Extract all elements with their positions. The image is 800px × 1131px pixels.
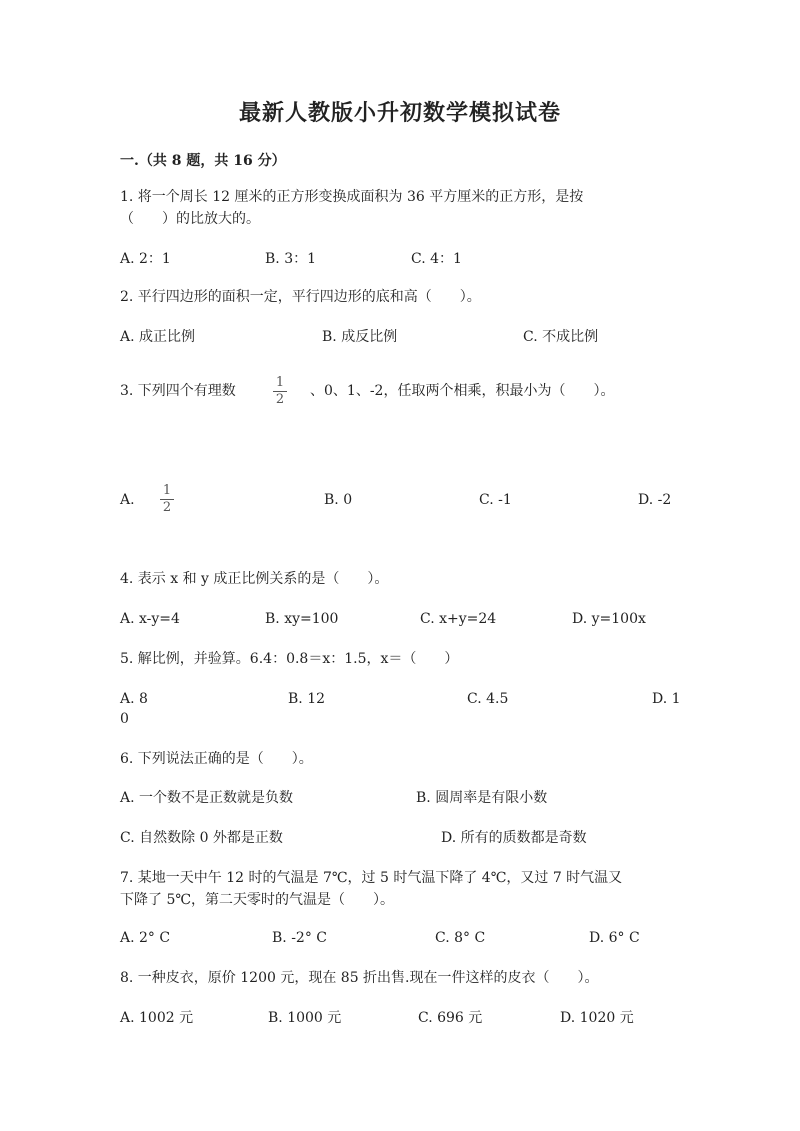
question-3-fraction-denominator: 2	[275, 392, 285, 407]
option-a-denominator: 2	[162, 500, 172, 515]
question-7-option-a[interactable]: A. 2° C	[120, 930, 171, 946]
question-5-option-a[interactable]: A. 8	[120, 691, 148, 707]
question-3-option-a-label[interactable]: A.	[120, 492, 135, 508]
question-7-option-b[interactable]: B. -2° C	[272, 930, 327, 946]
question-8-option-d[interactable]: D. 1020 元	[560, 1010, 634, 1026]
section-heading: 一.（共 8 题，共 16 分）	[120, 153, 286, 169]
question-7-line-2: 下降了 5℃，第二天零时的气温是（ ）。	[120, 892, 395, 908]
question-7	[120, 867, 622, 911]
question-3-suffix: 、0、1、-2，任取两个相乘，积最小为（ ）。	[310, 383, 615, 399]
question-4-option-c[interactable]: C. x+y=24	[420, 611, 497, 627]
question-8-option-c[interactable]: C. 696 元	[418, 1010, 483, 1026]
question-4-option-d[interactable]: D. y=100x	[572, 611, 646, 627]
question-5: 5. 解比例，并验算。6.4：0.8＝x：1.5，x＝（ ）	[120, 651, 459, 667]
question-1-line-1: 1. 将一个周长 12 厘米的正方形变换成面积为 36 平方厘米的正方形，是按	[120, 189, 584, 205]
question-1-line-2: （ ）的比放大的。	[120, 211, 260, 227]
question-5-option-c[interactable]: C. 4.5	[467, 691, 509, 707]
question-5-option-b[interactable]: B. 12	[288, 691, 326, 707]
question-8-option-a[interactable]: A. 1002 元	[120, 1010, 194, 1026]
question-1-option-b[interactable]: B. 3：1	[265, 251, 317, 267]
question-6-option-b[interactable]: B. 圆周率是有限小数	[416, 790, 548, 806]
question-3-fraction	[273, 376, 287, 407]
page-title: 最新人教版小升初数学模拟试卷	[238, 100, 561, 126]
question-6-option-a[interactable]: A. 一个数不是正数就是负数	[120, 790, 294, 806]
question-2-option-a[interactable]: A. 成正比例	[120, 329, 196, 345]
question-8: 8. 一种皮衣，原价 1200 元，现在 85 折出售.现在一件这样的皮衣（ ）。	[120, 970, 599, 986]
question-7-line-1: 7. 某地一天中午 12 时的气温是 7℃，过 5 时气温下降了 4℃，又过 7 时气温又	[120, 870, 623, 886]
option-a-numerator: 1	[162, 483, 172, 498]
question-3-option-d[interactable]: D. -2	[638, 492, 672, 508]
question-2: 2. 平行四边形的面积一定，平行四边形的底和高（ ）。	[120, 289, 481, 305]
question-1	[120, 186, 583, 230]
question-2-option-c[interactable]: C. 不成比例	[523, 329, 599, 345]
question-6-option-d[interactable]: D. 所有的质数都是奇数	[441, 830, 587, 846]
question-8-option-b[interactable]: B. 1000 元	[268, 1010, 342, 1026]
question-5-option-d-line-2[interactable]: 0	[120, 711, 129, 727]
question-3-fraction-numerator: 1	[275, 375, 285, 390]
question-3-option-c[interactable]: C. -1	[479, 492, 512, 508]
question-3-option-a-fraction[interactable]	[160, 484, 174, 515]
question-1-option-a[interactable]: A. 2：1	[120, 251, 171, 267]
question-3-option-b[interactable]: B. 0	[324, 492, 353, 508]
question-5-option-d-line-1[interactable]: D. 1	[652, 691, 681, 707]
question-6: 6. 下列说法正确的是（ ）。	[120, 751, 313, 767]
question-7-option-d[interactable]: D. 6° C	[589, 930, 640, 946]
question-3-prefix: 3. 下列四个有理数	[120, 383, 236, 399]
question-6-option-c[interactable]: C. 自然数除 0 外都是正数	[120, 830, 283, 846]
question-7-option-c[interactable]: C. 8° C	[435, 930, 486, 946]
question-4-option-a[interactable]: A. x-y=4	[120, 611, 180, 627]
question-4-option-b[interactable]: B. xy=100	[265, 611, 339, 627]
question-1-option-c[interactable]: C. 4：1	[411, 251, 462, 267]
question-4: 4. 表示 x 和 y 成正比例关系的是（ ）。	[120, 571, 389, 587]
question-2-option-b[interactable]: B. 成反比例	[322, 329, 398, 345]
